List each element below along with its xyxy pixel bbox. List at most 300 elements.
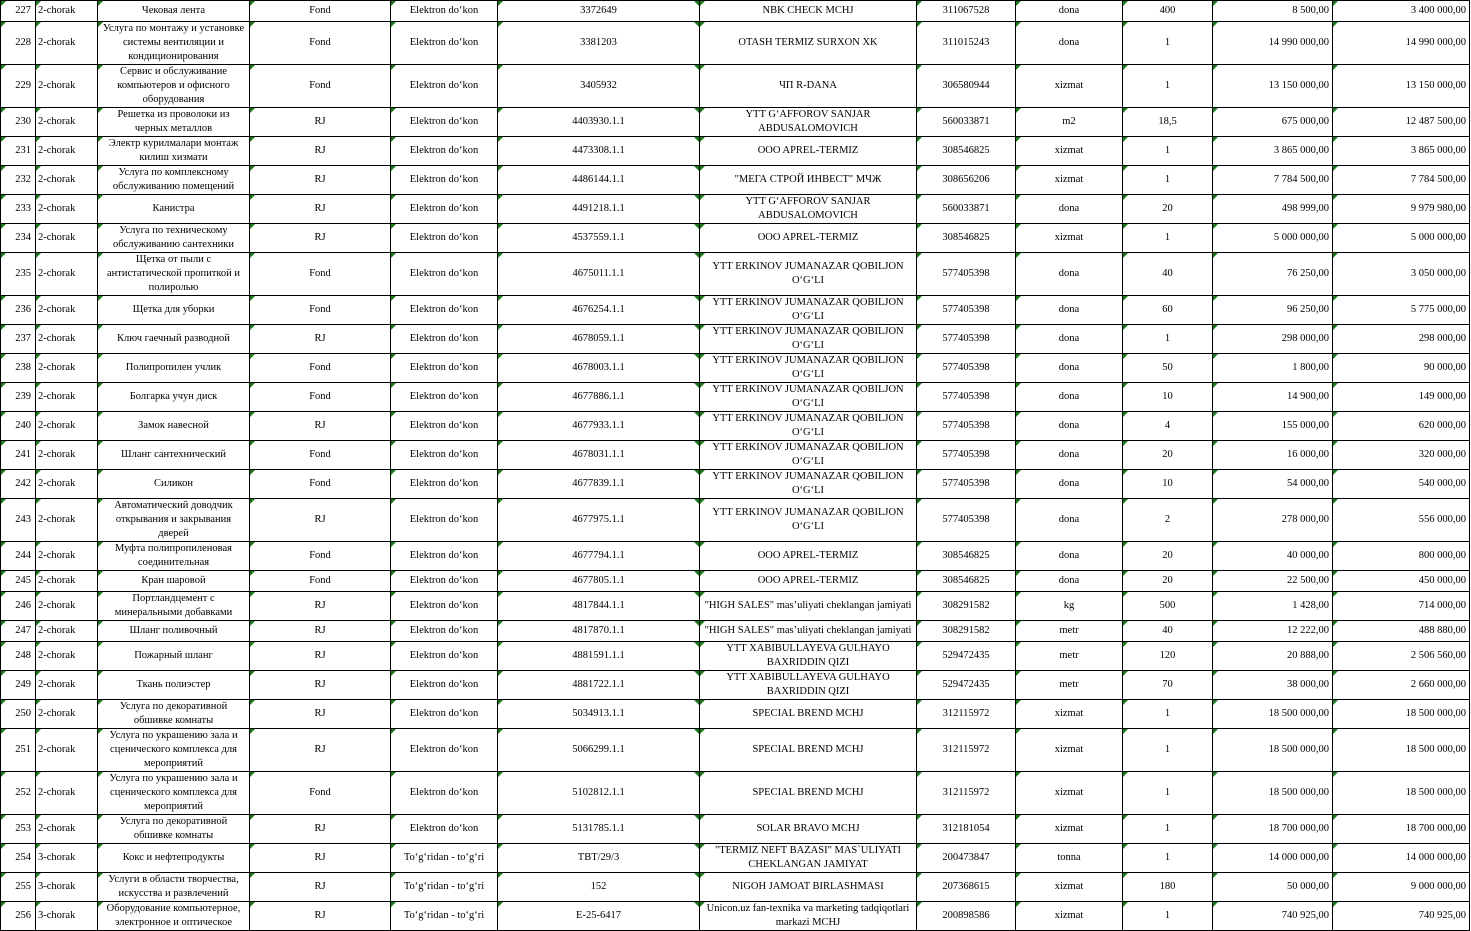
unit-cell[interactable]: dona: [1016, 470, 1123, 499]
procurement-method-cell[interactable]: Elektron do‘kon: [391, 772, 498, 815]
funding-source-cell[interactable]: RJ: [250, 671, 391, 700]
quantity-cell[interactable]: 20: [1123, 441, 1213, 470]
supplier-name-cell[interactable]: SPECIAL BREND MCHJ: [700, 772, 917, 815]
quantity-cell[interactable]: 1: [1123, 224, 1213, 253]
supplier-inn-cell[interactable]: 308291582: [917, 592, 1016, 621]
procurement-method-cell[interactable]: Elektron do‘kon: [391, 1, 498, 22]
unit-price-cell[interactable]: 7 784 500,00: [1213, 166, 1333, 195]
lot-number-cell[interactable]: 4677805.1.1: [498, 571, 700, 592]
row-number-cell[interactable]: 253: [1, 815, 36, 844]
unit-cell[interactable]: xizmat: [1016, 166, 1123, 195]
procurement-method-cell[interactable]: Elektron do‘kon: [391, 137, 498, 166]
row-number-cell[interactable]: 248: [1, 642, 36, 671]
total-amount-cell[interactable]: 320 000,00: [1333, 441, 1470, 470]
funding-source-cell[interactable]: RJ: [250, 137, 391, 166]
unit-price-cell[interactable]: 14 900,00: [1213, 383, 1333, 412]
quarter-cell[interactable]: 2-chorak: [36, 499, 98, 542]
funding-source-cell[interactable]: Fond: [250, 296, 391, 325]
supplier-name-cell[interactable]: YTT ERKINOV JUMANAZAR QOBILJON O‘G‘LI: [700, 354, 917, 383]
item-name-cell[interactable]: Автоматический доводчик открывания и закрывания дверей: [98, 499, 250, 542]
supplier-name-cell[interactable]: YTT ERKINOV JUMANAZAR QOBILJON O‘G‘LI: [700, 470, 917, 499]
procurement-method-cell[interactable]: Elektron do‘kon: [391, 253, 498, 296]
row-number-cell[interactable]: 229: [1, 65, 36, 108]
unit-cell[interactable]: xizmat: [1016, 729, 1123, 772]
unit-cell[interactable]: m2: [1016, 108, 1123, 137]
total-amount-cell[interactable]: 90 000,00: [1333, 354, 1470, 383]
quarter-cell[interactable]: 2-chorak: [36, 700, 98, 729]
supplier-inn-cell[interactable]: 306580944: [917, 65, 1016, 108]
unit-price-cell[interactable]: 50 000,00: [1213, 873, 1333, 902]
quarter-cell[interactable]: 2-chorak: [36, 815, 98, 844]
procurement-method-cell[interactable]: Elektron do‘kon: [391, 642, 498, 671]
supplier-name-cell[interactable]: SPECIAL BREND MCHJ: [700, 729, 917, 772]
quarter-cell[interactable]: 2-chorak: [36, 470, 98, 499]
row-number-cell[interactable]: 245: [1, 571, 36, 592]
procurement-method-cell[interactable]: Elektron do‘kon: [391, 166, 498, 195]
unit-cell[interactable]: xizmat: [1016, 65, 1123, 108]
unit-price-cell[interactable]: 675 000,00: [1213, 108, 1333, 137]
unit-cell[interactable]: dona: [1016, 325, 1123, 354]
unit-cell[interactable]: xizmat: [1016, 772, 1123, 815]
supplier-inn-cell[interactable]: 312115972: [917, 772, 1016, 815]
unit-cell[interactable]: dona: [1016, 441, 1123, 470]
supplier-inn-cell[interactable]: 308656206: [917, 166, 1016, 195]
total-amount-cell[interactable]: 2 506 560,00: [1333, 642, 1470, 671]
funding-source-cell[interactable]: Fond: [250, 772, 391, 815]
quarter-cell[interactable]: 2-chorak: [36, 542, 98, 571]
unit-cell[interactable]: dona: [1016, 1, 1123, 22]
quarter-cell[interactable]: 2-chorak: [36, 441, 98, 470]
lot-number-cell[interactable]: 5131785.1.1: [498, 815, 700, 844]
lot-number-cell[interactable]: 3372649: [498, 1, 700, 22]
supplier-name-cell[interactable]: ЧП R-DANA: [700, 65, 917, 108]
total-amount-cell[interactable]: 714 000,00: [1333, 592, 1470, 621]
funding-source-cell[interactable]: RJ: [250, 873, 391, 902]
total-amount-cell[interactable]: 740 925,00: [1333, 902, 1470, 931]
funding-source-cell[interactable]: Fond: [250, 1, 391, 22]
supplier-inn-cell[interactable]: 529472435: [917, 671, 1016, 700]
quarter-cell[interactable]: 2-chorak: [36, 253, 98, 296]
unit-cell[interactable]: dona: [1016, 571, 1123, 592]
supplier-inn-cell[interactable]: 308546825: [917, 224, 1016, 253]
item-name-cell[interactable]: Силикон: [98, 470, 250, 499]
supplier-name-cell[interactable]: NIGOH JAMOAT BIRLASHMASI: [700, 873, 917, 902]
supplier-inn-cell[interactable]: 577405398: [917, 383, 1016, 412]
funding-source-cell[interactable]: Fond: [250, 571, 391, 592]
quantity-cell[interactable]: 1: [1123, 325, 1213, 354]
quarter-cell[interactable]: 2-chorak: [36, 412, 98, 441]
funding-source-cell[interactable]: Fond: [250, 22, 391, 65]
quantity-cell[interactable]: 1: [1123, 902, 1213, 931]
supplier-name-cell[interactable]: "HIGH SALES" mas’uliyati cheklangan jamiyati: [700, 621, 917, 642]
supplier-inn-cell[interactable]: 577405398: [917, 441, 1016, 470]
row-number-cell[interactable]: 232: [1, 166, 36, 195]
supplier-name-cell[interactable]: OOO APREL-TERMIZ: [700, 224, 917, 253]
row-number-cell[interactable]: 254: [1, 844, 36, 873]
row-number-cell[interactable]: 244: [1, 542, 36, 571]
funding-source-cell[interactable]: Fond: [250, 253, 391, 296]
funding-source-cell[interactable]: RJ: [250, 592, 391, 621]
lot-number-cell[interactable]: TBT/29/3: [498, 844, 700, 873]
total-amount-cell[interactable]: 556 000,00: [1333, 499, 1470, 542]
supplier-inn-cell[interactable]: 577405398: [917, 412, 1016, 441]
supplier-name-cell[interactable]: OOO APREL-TERMIZ: [700, 137, 917, 166]
procurement-method-cell[interactable]: Elektron do‘kon: [391, 441, 498, 470]
quarter-cell[interactable]: 2-chorak: [36, 592, 98, 621]
lot-number-cell[interactable]: 5034913.1.1: [498, 700, 700, 729]
row-number-cell[interactable]: 230: [1, 108, 36, 137]
quantity-cell[interactable]: 2: [1123, 499, 1213, 542]
procurement-method-cell[interactable]: Elektron do‘kon: [391, 22, 498, 65]
quantity-cell[interactable]: 400: [1123, 1, 1213, 22]
unit-price-cell[interactable]: 16 000,00: [1213, 441, 1333, 470]
procurement-method-cell[interactable]: Elektron do‘kon: [391, 499, 498, 542]
total-amount-cell[interactable]: 3 400 000,00: [1333, 1, 1470, 22]
unit-cell[interactable]: xizmat: [1016, 902, 1123, 931]
total-amount-cell[interactable]: 620 000,00: [1333, 412, 1470, 441]
unit-price-cell[interactable]: 740 925,00: [1213, 902, 1333, 931]
unit-price-cell[interactable]: 40 000,00: [1213, 542, 1333, 571]
procurement-method-cell[interactable]: Elektron do‘kon: [391, 108, 498, 137]
supplier-name-cell[interactable]: "TERMIZ NEFT BAZASI" MAS`ULIYATI CHEKLANGAN JAMIYAT: [700, 844, 917, 873]
supplier-name-cell[interactable]: "HIGH SALES" mas’uliyati cheklangan jamiyati: [700, 592, 917, 621]
supplier-name-cell[interactable]: SPECIAL BREND MCHJ: [700, 700, 917, 729]
quantity-cell[interactable]: 20: [1123, 571, 1213, 592]
supplier-name-cell[interactable]: YTT G‘AFFOROV SANJAR ABDUSALOMOVICH: [700, 108, 917, 137]
item-name-cell[interactable]: Ткань полиэстер: [98, 671, 250, 700]
supplier-name-cell[interactable]: "МЕГА СТРОЙ ИНВЕСТ" МЧЖ: [700, 166, 917, 195]
lot-number-cell[interactable]: 4677886.1.1: [498, 383, 700, 412]
quarter-cell[interactable]: 2-chorak: [36, 354, 98, 383]
quarter-cell[interactable]: 2-chorak: [36, 1, 98, 22]
supplier-name-cell[interactable]: YTT ERKINOV JUMANAZAR QOBILJON O‘G‘LI: [700, 325, 917, 354]
funding-source-cell[interactable]: RJ: [250, 700, 391, 729]
item-name-cell[interactable]: Услуга по комплексному обслуживанию помещений: [98, 166, 250, 195]
quantity-cell[interactable]: 1: [1123, 815, 1213, 844]
procurement-method-cell[interactable]: Elektron do‘kon: [391, 325, 498, 354]
quarter-cell[interactable]: 2-chorak: [36, 166, 98, 195]
item-name-cell[interactable]: Услуга по декоративной обшивке комнаты: [98, 700, 250, 729]
row-number-cell[interactable]: 239: [1, 383, 36, 412]
lot-number-cell[interactable]: 4486144.1.1: [498, 166, 700, 195]
funding-source-cell[interactable]: RJ: [250, 729, 391, 772]
quantity-cell[interactable]: 40: [1123, 253, 1213, 296]
funding-source-cell[interactable]: RJ: [250, 166, 391, 195]
supplier-name-cell[interactable]: YTT ERKINOV JUMANAZAR QOBILJON O‘G‘LI: [700, 296, 917, 325]
funding-source-cell[interactable]: RJ: [250, 902, 391, 931]
item-name-cell[interactable]: Чековая лента: [98, 1, 250, 22]
lot-number-cell[interactable]: 4678059.1.1: [498, 325, 700, 354]
quarter-cell[interactable]: 2-chorak: [36, 671, 98, 700]
item-name-cell[interactable]: Щетка для уборки: [98, 296, 250, 325]
procurement-method-cell[interactable]: Elektron do‘kon: [391, 470, 498, 499]
item-name-cell[interactable]: Ключ гаечный разводной: [98, 325, 250, 354]
funding-source-cell[interactable]: RJ: [250, 815, 391, 844]
total-amount-cell[interactable]: 3 050 000,00: [1333, 253, 1470, 296]
item-name-cell[interactable]: Услуга по техническому обслуживанию сантехники: [98, 224, 250, 253]
item-name-cell[interactable]: Услуга по украшению зала и сценического комплекса для мероприятий: [98, 772, 250, 815]
unit-cell[interactable]: dona: [1016, 542, 1123, 571]
unit-price-cell[interactable]: 18 500 000,00: [1213, 700, 1333, 729]
lot-number-cell[interactable]: 5066299.1.1: [498, 729, 700, 772]
unit-cell[interactable]: tonna: [1016, 844, 1123, 873]
procurement-method-cell[interactable]: To‘g‘ridan - to‘g‘ri: [391, 844, 498, 873]
row-number-cell[interactable]: 235: [1, 253, 36, 296]
total-amount-cell[interactable]: 7 784 500,00: [1333, 166, 1470, 195]
item-name-cell[interactable]: Щетка от пыли с антистатической пропиткой и полиролью: [98, 253, 250, 296]
unit-cell[interactable]: dona: [1016, 354, 1123, 383]
unit-cell[interactable]: dona: [1016, 253, 1123, 296]
funding-source-cell[interactable]: RJ: [250, 195, 391, 224]
unit-price-cell[interactable]: 13 150 000,00: [1213, 65, 1333, 108]
unit-cell[interactable]: dona: [1016, 499, 1123, 542]
supplier-name-cell[interactable]: YTT XABIBULLAYEVA GULHAYO BAXRIDDIN QIZI: [700, 671, 917, 700]
supplier-name-cell[interactable]: YTT XABIBULLAYEVA GULHAYO BAXRIDDIN QIZI: [700, 642, 917, 671]
supplier-name-cell[interactable]: OOO APREL-TERMIZ: [700, 571, 917, 592]
total-amount-cell[interactable]: 800 000,00: [1333, 542, 1470, 571]
funding-source-cell[interactable]: Fond: [250, 542, 391, 571]
procurement-method-cell[interactable]: Elektron do‘kon: [391, 195, 498, 224]
supplier-name-cell[interactable]: NBK CHECK MCHJ: [700, 1, 917, 22]
item-name-cell[interactable]: Болгарка учун диск: [98, 383, 250, 412]
total-amount-cell[interactable]: 18 700 000,00: [1333, 815, 1470, 844]
funding-source-cell[interactable]: RJ: [250, 224, 391, 253]
unit-price-cell[interactable]: 298 000,00: [1213, 325, 1333, 354]
item-name-cell[interactable]: Сервис и обслуживание компьютеров и офисного оборудования: [98, 65, 250, 108]
supplier-inn-cell[interactable]: 200898586: [917, 902, 1016, 931]
supplier-inn-cell[interactable]: 577405398: [917, 253, 1016, 296]
quarter-cell[interactable]: 2-chorak: [36, 296, 98, 325]
row-number-cell[interactable]: 240: [1, 412, 36, 441]
lot-number-cell[interactable]: 4678003.1.1: [498, 354, 700, 383]
quantity-cell[interactable]: 10: [1123, 383, 1213, 412]
supplier-inn-cell[interactable]: 308291582: [917, 621, 1016, 642]
item-name-cell[interactable]: Услуга по декоративной обшивке комнаты: [98, 815, 250, 844]
unit-cell[interactable]: xizmat: [1016, 700, 1123, 729]
quarter-cell[interactable]: 2-chorak: [36, 383, 98, 412]
row-number-cell[interactable]: 228: [1, 22, 36, 65]
quantity-cell[interactable]: 500: [1123, 592, 1213, 621]
row-number-cell[interactable]: 249: [1, 671, 36, 700]
unit-price-cell[interactable]: 18 500 000,00: [1213, 729, 1333, 772]
unit-cell[interactable]: dona: [1016, 383, 1123, 412]
supplier-inn-cell[interactable]: 577405398: [917, 354, 1016, 383]
supplier-name-cell[interactable]: YTT ERKINOV JUMANAZAR QOBILJON O‘G‘LI: [700, 383, 917, 412]
unit-price-cell[interactable]: 54 000,00: [1213, 470, 1333, 499]
unit-price-cell[interactable]: 498 999,00: [1213, 195, 1333, 224]
row-number-cell[interactable]: 243: [1, 499, 36, 542]
supplier-inn-cell[interactable]: 560033871: [917, 195, 1016, 224]
funding-source-cell[interactable]: RJ: [250, 844, 391, 873]
unit-cell[interactable]: dona: [1016, 296, 1123, 325]
total-amount-cell[interactable]: 450 000,00: [1333, 571, 1470, 592]
row-number-cell[interactable]: 231: [1, 137, 36, 166]
total-amount-cell[interactable]: 488 880,00: [1333, 621, 1470, 642]
supplier-inn-cell[interactable]: 207368615: [917, 873, 1016, 902]
funding-source-cell[interactable]: Fond: [250, 65, 391, 108]
unit-cell[interactable]: kg: [1016, 592, 1123, 621]
quantity-cell[interactable]: 40: [1123, 621, 1213, 642]
total-amount-cell[interactable]: 3 865 000,00: [1333, 137, 1470, 166]
total-amount-cell[interactable]: 5 775 000,00: [1333, 296, 1470, 325]
row-number-cell[interactable]: 238: [1, 354, 36, 383]
quantity-cell[interactable]: 20: [1123, 542, 1213, 571]
row-number-cell[interactable]: 233: [1, 195, 36, 224]
quarter-cell[interactable]: 2-chorak: [36, 65, 98, 108]
unit-price-cell[interactable]: 5 000 000,00: [1213, 224, 1333, 253]
lot-number-cell[interactable]: 4403930.1.1: [498, 108, 700, 137]
item-name-cell[interactable]: Услуги в области творчества, искусства и развлечений: [98, 873, 250, 902]
item-name-cell[interactable]: Полипропилен учлик: [98, 354, 250, 383]
unit-price-cell[interactable]: 1 428,00: [1213, 592, 1333, 621]
procurement-method-cell[interactable]: Elektron do‘kon: [391, 621, 498, 642]
supplier-inn-cell[interactable]: 312181054: [917, 815, 1016, 844]
row-number-cell[interactable]: 247: [1, 621, 36, 642]
supplier-name-cell[interactable]: YTT ERKINOV JUMANAZAR QOBILJON O‘G‘LI: [700, 441, 917, 470]
total-amount-cell[interactable]: 2 660 000,00: [1333, 671, 1470, 700]
quarter-cell[interactable]: 3-chorak: [36, 844, 98, 873]
unit-cell[interactable]: xizmat: [1016, 873, 1123, 902]
unit-price-cell[interactable]: 18 500 000,00: [1213, 772, 1333, 815]
quantity-cell[interactable]: 60: [1123, 296, 1213, 325]
quarter-cell[interactable]: 2-chorak: [36, 621, 98, 642]
lot-number-cell[interactable]: 4817870.1.1: [498, 621, 700, 642]
funding-source-cell[interactable]: RJ: [250, 642, 391, 671]
quantity-cell[interactable]: 1: [1123, 137, 1213, 166]
lot-number-cell[interactable]: 4491218.1.1: [498, 195, 700, 224]
item-name-cell[interactable]: Замок навесной: [98, 412, 250, 441]
item-name-cell[interactable]: Канистра: [98, 195, 250, 224]
procurement-method-cell[interactable]: To‘g‘ridan - to‘g‘ri: [391, 873, 498, 902]
quantity-cell[interactable]: 1: [1123, 772, 1213, 815]
supplier-name-cell[interactable]: YTT ERKINOV JUMANAZAR QOBILJON O‘G‘LI: [700, 412, 917, 441]
row-number-cell[interactable]: 256: [1, 902, 36, 931]
supplier-inn-cell[interactable]: 312115972: [917, 729, 1016, 772]
row-number-cell[interactable]: 246: [1, 592, 36, 621]
supplier-inn-cell[interactable]: 577405398: [917, 499, 1016, 542]
lot-number-cell[interactable]: 4817844.1.1: [498, 592, 700, 621]
quarter-cell[interactable]: 2-chorak: [36, 729, 98, 772]
row-number-cell[interactable]: 241: [1, 441, 36, 470]
item-name-cell[interactable]: Электр курилмалари монтаж килиш хизмати: [98, 137, 250, 166]
quarter-cell[interactable]: 2-chorak: [36, 571, 98, 592]
unit-price-cell[interactable]: 12 222,00: [1213, 621, 1333, 642]
item-name-cell[interactable]: Услуга по монтажу и установке системы вентиляции и кондиционирования: [98, 22, 250, 65]
total-amount-cell[interactable]: 18 500 000,00: [1333, 700, 1470, 729]
quantity-cell[interactable]: 50: [1123, 354, 1213, 383]
unit-price-cell[interactable]: 3 865 000,00: [1213, 137, 1333, 166]
procurement-method-cell[interactable]: Elektron do‘kon: [391, 815, 498, 844]
supplier-inn-cell[interactable]: 311015243: [917, 22, 1016, 65]
quantity-cell[interactable]: 180: [1123, 873, 1213, 902]
funding-source-cell[interactable]: RJ: [250, 325, 391, 354]
supplier-inn-cell[interactable]: 308546825: [917, 542, 1016, 571]
unit-cell[interactable]: xizmat: [1016, 224, 1123, 253]
quarter-cell[interactable]: 2-chorak: [36, 137, 98, 166]
total-amount-cell[interactable]: 18 500 000,00: [1333, 729, 1470, 772]
total-amount-cell[interactable]: 14 000 000,00: [1333, 844, 1470, 873]
quantity-cell[interactable]: 1: [1123, 729, 1213, 772]
unit-price-cell[interactable]: 278 000,00: [1213, 499, 1333, 542]
item-name-cell[interactable]: Муфта полипропиленовая соединительная: [98, 542, 250, 571]
lot-number-cell[interactable]: 3405932: [498, 65, 700, 108]
funding-source-cell[interactable]: RJ: [250, 412, 391, 441]
quarter-cell[interactable]: 3-chorak: [36, 902, 98, 931]
procurement-method-cell[interactable]: Elektron do‘kon: [391, 412, 498, 441]
supplier-inn-cell[interactable]: 577405398: [917, 470, 1016, 499]
unit-price-cell[interactable]: 18 700 000,00: [1213, 815, 1333, 844]
lot-number-cell[interactable]: 152: [498, 873, 700, 902]
lot-number-cell[interactable]: 4677794.1.1: [498, 542, 700, 571]
procurement-method-cell[interactable]: Elektron do‘kon: [391, 224, 498, 253]
total-amount-cell[interactable]: 14 990 000,00: [1333, 22, 1470, 65]
supplier-inn-cell[interactable]: 311067528: [917, 1, 1016, 22]
unit-price-cell[interactable]: 20 888,00: [1213, 642, 1333, 671]
unit-price-cell[interactable]: 96 250,00: [1213, 296, 1333, 325]
procurement-method-cell[interactable]: Elektron do‘kon: [391, 383, 498, 412]
unit-price-cell[interactable]: 38 000,00: [1213, 671, 1333, 700]
item-name-cell[interactable]: Портландцемент с минеральными добавками: [98, 592, 250, 621]
row-number-cell[interactable]: 251: [1, 729, 36, 772]
total-amount-cell[interactable]: 9 979 980,00: [1333, 195, 1470, 224]
supplier-inn-cell[interactable]: 577405398: [917, 325, 1016, 354]
total-amount-cell[interactable]: 12 487 500,00: [1333, 108, 1470, 137]
supplier-name-cell[interactable]: YTT G‘AFFOROV SANJAR ABDUSALOMOVICH: [700, 195, 917, 224]
row-number-cell[interactable]: 236: [1, 296, 36, 325]
supplier-inn-cell[interactable]: 560033871: [917, 108, 1016, 137]
quantity-cell[interactable]: 1: [1123, 22, 1213, 65]
lot-number-cell[interactable]: E-25-6417: [498, 902, 700, 931]
procurement-method-cell[interactable]: Elektron do‘kon: [391, 65, 498, 108]
unit-price-cell[interactable]: 22 500,00: [1213, 571, 1333, 592]
row-number-cell[interactable]: 242: [1, 470, 36, 499]
funding-source-cell[interactable]: RJ: [250, 621, 391, 642]
item-name-cell[interactable]: Кокс и нефтепродукты: [98, 844, 250, 873]
lot-number-cell[interactable]: 4678031.1.1: [498, 441, 700, 470]
item-name-cell[interactable]: Шланг поливочный: [98, 621, 250, 642]
supplier-name-cell[interactable]: YTT ERKINOV JUMANAZAR QOBILJON O‘G‘LI: [700, 499, 917, 542]
unit-cell[interactable]: metr: [1016, 642, 1123, 671]
funding-source-cell[interactable]: Fond: [250, 383, 391, 412]
supplier-inn-cell[interactable]: 312115972: [917, 700, 1016, 729]
quarter-cell[interactable]: 2-chorak: [36, 224, 98, 253]
item-name-cell[interactable]: Пожарный шланг: [98, 642, 250, 671]
funding-source-cell[interactable]: RJ: [250, 499, 391, 542]
unit-cell[interactable]: dona: [1016, 412, 1123, 441]
procurement-method-cell[interactable]: Elektron do‘kon: [391, 592, 498, 621]
supplier-inn-cell[interactable]: 577405398: [917, 296, 1016, 325]
supplier-name-cell[interactable]: YTT ERKINOV JUMANAZAR QOBILJON O‘G‘LI: [700, 253, 917, 296]
quantity-cell[interactable]: 1: [1123, 700, 1213, 729]
lot-number-cell[interactable]: 4881722.1.1: [498, 671, 700, 700]
supplier-name-cell[interactable]: SOLAR BRAVO MCHJ: [700, 815, 917, 844]
row-number-cell[interactable]: 250: [1, 700, 36, 729]
supplier-name-cell[interactable]: OOO APREL-TERMIZ: [700, 542, 917, 571]
funding-source-cell[interactable]: Fond: [250, 470, 391, 499]
row-number-cell[interactable]: 252: [1, 772, 36, 815]
lot-number-cell[interactable]: 3381203: [498, 22, 700, 65]
procurement-method-cell[interactable]: Elektron do‘kon: [391, 354, 498, 383]
row-number-cell[interactable]: 237: [1, 325, 36, 354]
quantity-cell[interactable]: 1: [1123, 65, 1213, 108]
quarter-cell[interactable]: 2-chorak: [36, 108, 98, 137]
lot-number-cell[interactable]: 4473308.1.1: [498, 137, 700, 166]
quarter-cell[interactable]: 2-chorak: [36, 22, 98, 65]
unit-price-cell[interactable]: 14 990 000,00: [1213, 22, 1333, 65]
quantity-cell[interactable]: 18,5: [1123, 108, 1213, 137]
lot-number-cell[interactable]: 4675011.1.1: [498, 253, 700, 296]
supplier-inn-cell[interactable]: 529472435: [917, 642, 1016, 671]
